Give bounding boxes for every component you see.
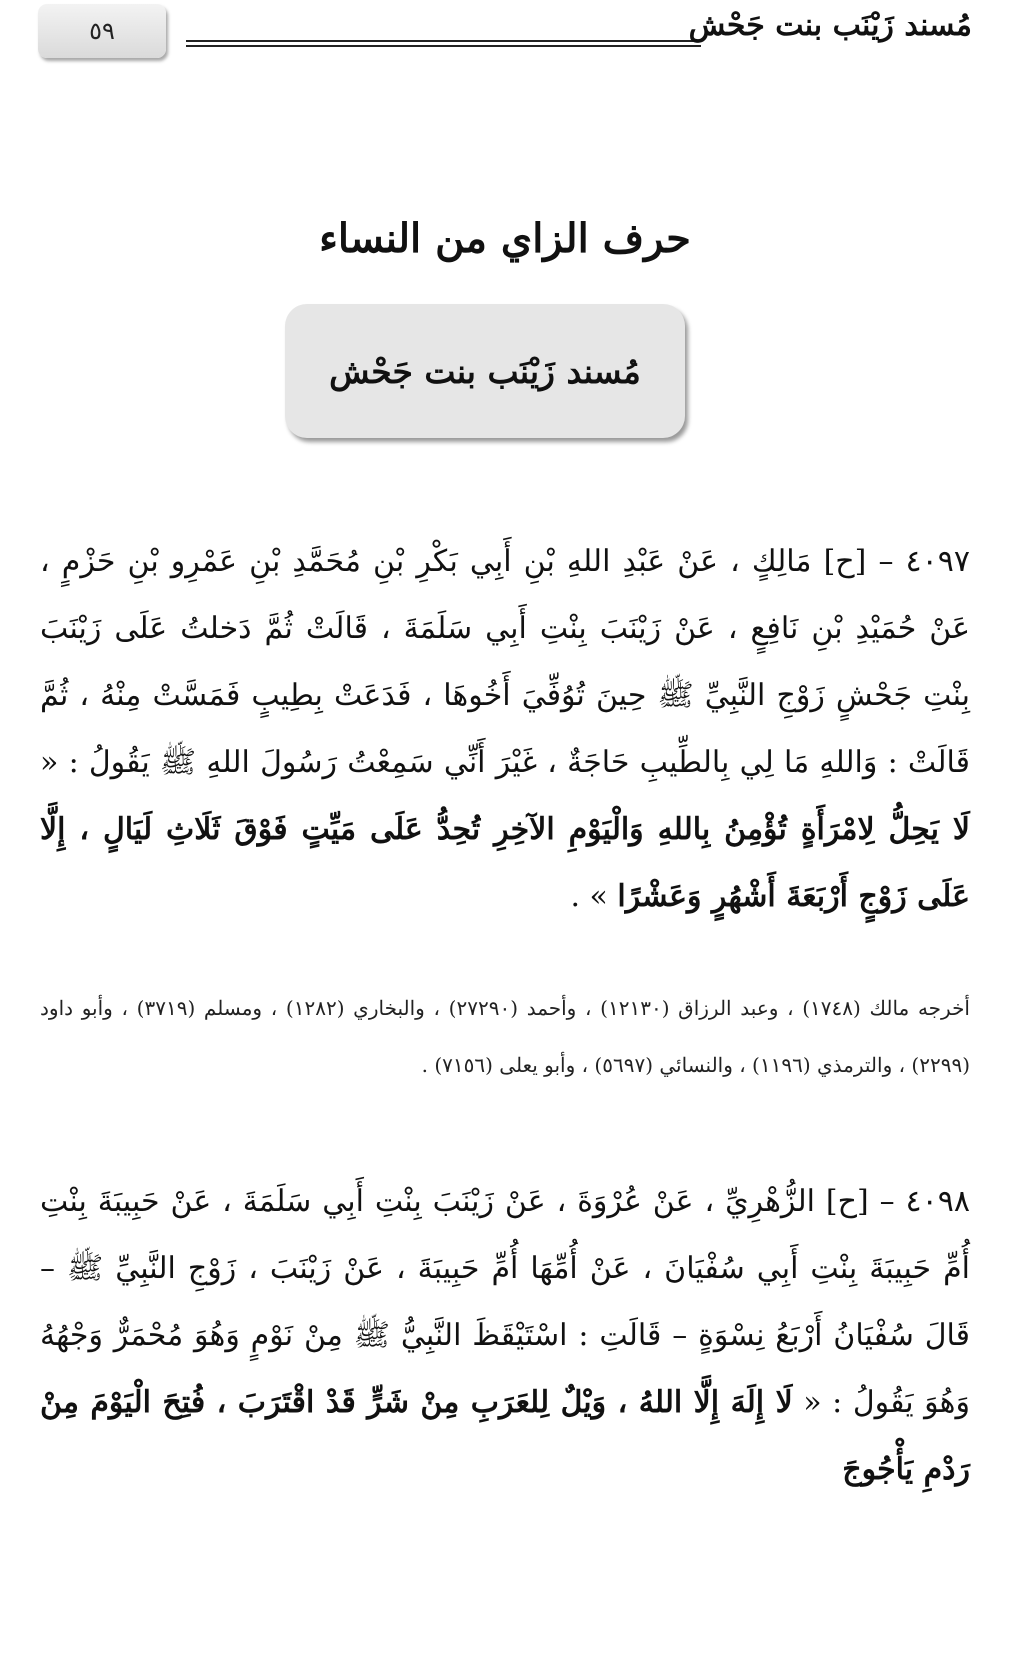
header-rule: [186, 40, 701, 49]
hadith-text: – [ح] مَالِكٍ ، عَنْ عَبْدِ اللهِ بْنِ أَبِي بَكْرِ بْنِ مُحَمَّدِ بْنِ عَمْرِو بْنِ حَزْمٍ ، عَنْ حُمَيْدِ بْنِ نَافِعٍ ، عَنْ زَيْنَبَ بِنْتِ أَبِي سَلَمَةَ ، قَالَتْ ثُمَّ دَخلتُ عَلَى زَيْنَبَ بِنْتِ جَحْشٍ زَوْجِ النَّبِيِّ ﷺ حِينَ تُوُفِّيَ أَخُوهَا ، فَدَعَتْ بِطِيبٍ فَمَسَّتْ مِنْهُ ، ثُمَّ قَالَتْ : وَاللهِ مَا لِي بِالطِّيبِ حَاجَةٌ ، غَيْرَ أَنِّي سَمِعْتُ رَسُولَ اللهِ ﷺ يَقُولُ : «: [40, 544, 970, 780]
running-title: مُسند زَيْنَب بنت جَحْش: [688, 8, 972, 43]
page-number: ٥٩: [89, 17, 115, 45]
hadith-text: – [ح] الزُّهْرِيِّ ، عَنْ عُرْوَةَ ، عَنْ زَيْنَبَ بِنْتِ أَبِي سَلَمَةَ ، عَنْ حَبِيبَةَ بِنْتِ أُمِّ حَبِيبَةَ بِنْتِ أَبِي سُفْيَانَ ، عَنْ أُمِّهَا أُمِّ حَبِيبَةَ ، عَنْ زَيْنَبَ ، زَوْجِ النَّبِيِّ ﷺ – قَالَ سُفْيَانُ أَرْبَعُ نِسْوَةٍ – قَالَتِ : اسْتَيْقَظَ النَّبِيُّ ﷺ مِنْ نَوْمٍ وَهُوَ مُحْمَرٌّ وَجْهُهُ وَهُوَ يَقُولُ : «: [40, 1184, 970, 1420]
hadith-closing: » .: [570, 879, 608, 914]
hadith-quote: لَا يَحِلُّ لِامْرَأَةٍ تُؤْمِنُ بِاللهِ وَالْيَوْمِ الآخِرِ تُحِدُّ عَلَى مَيِّتٍ فَوْقَ ثَلَاثِ لَيَالٍ ، إِلَّا عَلَى زَوْجٍ أَرْبَعَةَ أَشْهُرٍ وَعَشْرًا: [40, 812, 970, 914]
musnad-title-box: [285, 304, 685, 438]
musnad-title: مُسند زَيْنَب بنت جَحْش: [329, 351, 641, 391]
section-title: حرف الزاي من النساء: [319, 215, 691, 262]
hadith-number: ٤٠٩٧: [905, 544, 970, 579]
hadith-quote: لَا إِلَهَ إِلَّا اللهُ ، وَيْلٌ لِلعَرَبِ مِنْ شَرٍّ قَدْ اقْتَرَبَ ، فُتِحَ الْيَوْمَ مِنْ رَدْمِ يَأْجُوجَ: [40, 1385, 970, 1487]
hadith-4098: [40, 1168, 970, 1503]
takhrij-note: أخرجه مالك (١٧٤٨) ، وعبد الرزاق (١٢١٣٠) ، وأحمد (٢٧٢٩٠) ، والبخاري (١٢٨٢) ، ومسلم (٣٧١٩) ، وأبو داود (٢٢٩٩) ، والترمذي (١١٩٦) ، والنسائي (٥٦٩٧) ، وأبو يعلى (٧١٥٦) .: [40, 996, 970, 1077]
hadith-number: ٤٠٩٨: [905, 1184, 970, 1219]
hadith-4097: [40, 528, 970, 930]
page-number-badge: [38, 4, 166, 58]
